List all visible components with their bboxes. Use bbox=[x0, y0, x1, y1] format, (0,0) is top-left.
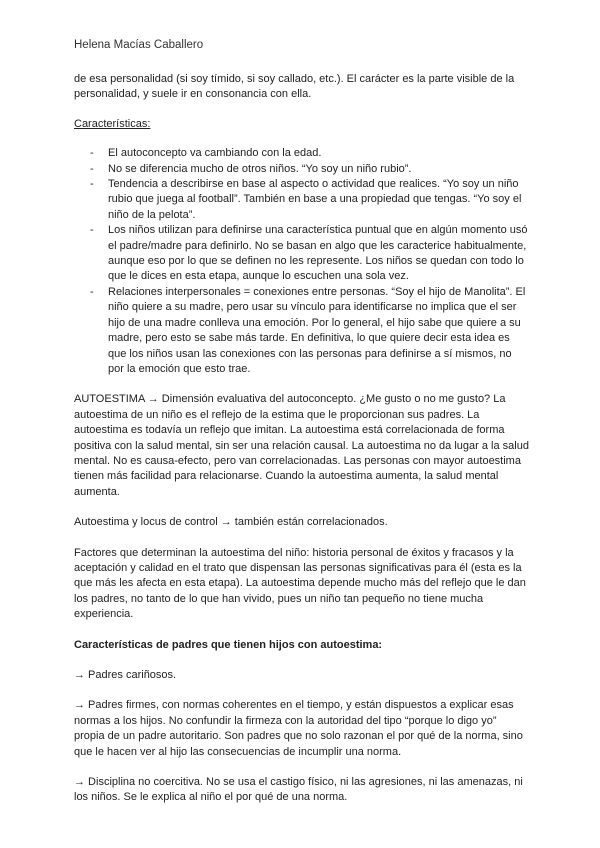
document-body bbox=[74, 72, 530, 806]
author-header: Helena Macías Caballero bbox=[74, 39, 204, 51]
carinosos-paragraph: → Padres cariñosos. bbox=[74, 669, 177, 681]
list-item: - Relaciones interpersonales = conexiones entre personas. “Soy el hijo de Manolita”. El niño quiere a su madre, pero usar su vínculo para identificarse no implica que el ser hijo de una madre conlleva una emoción. Por lo general, el hijo sabe que quiere a su madre, pero esto se sabe más tarde. En definitiva, lo que quiere decir esta idea es que los niños usan las conexiones con las personas para definirse a sí mismos, no por la emoción que esto trae. bbox=[74, 285, 530, 377]
list-item: - Los niños utilizan para definirse una característica puntual que en algún momento usó el padre/madre para definirlo. No se basan en algo que les caracterice habitualmente, aunque eso por lo que se definen no les represente. Los niños se quedan con todo lo que le dices en esta etapa, aunque lo escuchen una sola vez. bbox=[74, 223, 530, 285]
autoestima-paragraph: AUTOESTIMA → Dimensión evaluativa del autoconcepto. ¿Me gusto o no me gusto? La autoestima de un niño es el reflejo de la estima que le proporcionan sus padres. La autoestima es todavía un reflejo que imitan. La autoestima está correlacionada de forma positiva con la salud mental, sin ser una relación causal. La autoestima no da lugar a la salud mental. No es causa-efecto, pero van correlacionadas. Las personas con mayor autoestima tienen más facilidad para relacionarse. Cuando la autoestima aumenta, la salud mental aumenta. bbox=[74, 393, 529, 498]
firmes-paragraph: → Padres firmes, con normas coherentes en el tiempo, y están dispuestos a explicar esas normas a los hijos. No confundir la firmeza con la autoridad del tipo “porque lo digo yo” propia de un padre autoritario. Son padres que no solo razonan el por qué de la norma, sino que le hacen ver al hijo las consecuencias de incumplir una norma. bbox=[74, 699, 523, 758]
intro-paragraph: de esa personalidad (si soy tímido, si soy callado, etc.). El carácter es la parte visible de la personalidad, y suele ir en consonancia con ella. bbox=[74, 73, 515, 101]
list-item: - El autoconcepto va cambiando con la edad. bbox=[74, 146, 530, 161]
factores-paragraph: Factores que determinan la autoestima del niño: historia personal de éxitos y fracasos y la aceptación y calidad en el trato que dispensan las personas significativas para él (esta es la que más les afecta en esta etapa). La autoestima depende mucho más del reflejo que le dan los padres, no tanto de lo que han vivido, pues un niño tan pequeño no tiene mucha experiencia. bbox=[74, 546, 526, 621]
list-item: - No se diferencia mucho de otros niños. “Yo soy un niño rubio”. bbox=[74, 162, 530, 177]
locus-paragraph: Autoestima y locus de control → también están correlacionados. bbox=[74, 516, 388, 529]
list-item: - Tendencia a describirse en base al aspecto o actividad que realices. “Yo soy un niño rubio que juega al football”. También en base a una propiedad que tengas. “Yo soy el niño de la pelota”. bbox=[74, 177, 530, 223]
caracteristicas-heading: Características: bbox=[74, 117, 151, 130]
caracteristicas-list bbox=[74, 146, 530, 377]
disciplina-paragraph: → Disciplina no coercitiva. No se usa el castigo físico, ni las agresiones, ni las amenazas, ni los niños. Se le explica al niño el por qué de una norma. bbox=[74, 776, 523, 804]
padres-heading: Características de padres que tienen hijos con autoestima: bbox=[74, 638, 383, 651]
